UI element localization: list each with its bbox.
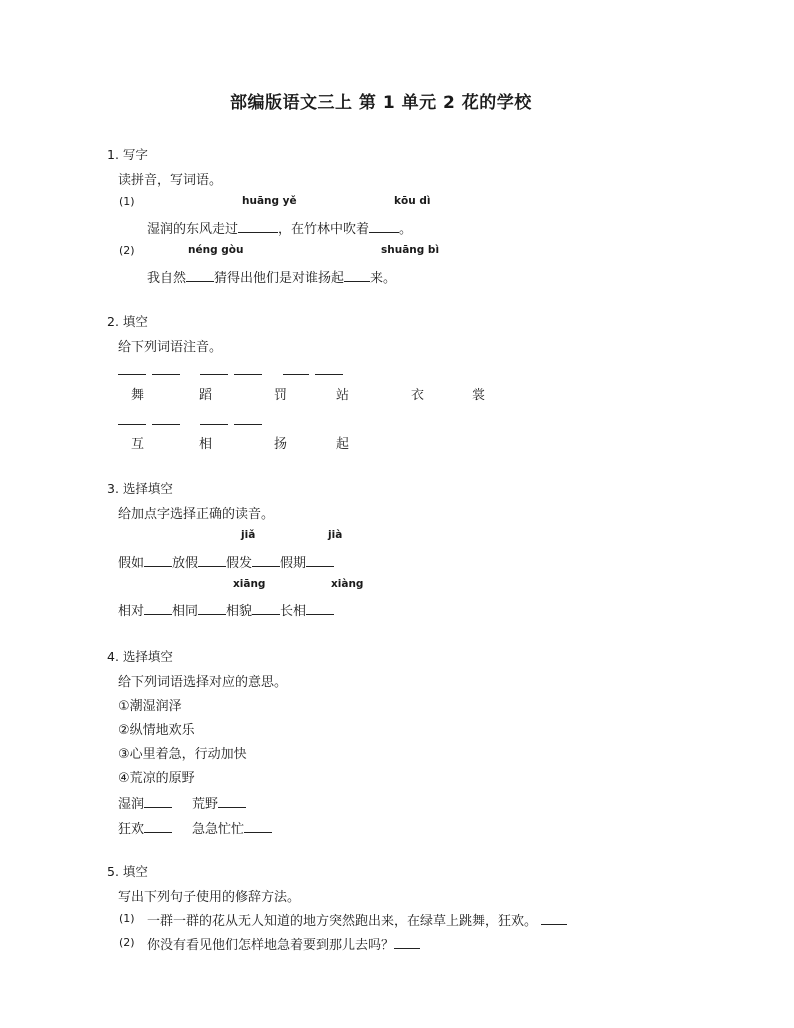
q1-item2-sentence [147,267,396,286]
q2-char: 蹈 [199,388,213,403]
pinyin-blank[interactable] [234,424,262,425]
q5-item2-text: 你没有看见他们怎样地急着要到那儿去吗？ [147,938,395,953]
q3-word: 相对 [118,604,145,619]
answer-blank[interactable] [306,554,334,567]
q5-instruction: 写出下列句子使用的修辞方法。 [118,890,301,905]
q3-word: 相同 [172,604,199,619]
q1-item2-number: (2) [119,244,135,257]
q3-word: 放假 [172,556,199,571]
q1-item2-text-c: 来。 [370,271,397,286]
q5-item1 [147,910,567,929]
q5-item2-number: (2) [119,936,135,949]
q3-word: 长相 [280,604,307,619]
q4-row2b [192,818,272,837]
answer-blank[interactable] [144,795,172,808]
q4-word: 狂欢 [118,822,145,837]
q3-line1 [118,552,334,571]
q1-item2-text-b: 猜得出他们是对谁扬起 [214,271,345,286]
q1-item1-number: (1) [119,195,135,208]
q3-pinyin-option: xiāng [233,578,266,590]
answer-blank[interactable] [394,936,420,949]
pinyin-blank[interactable] [118,374,146,375]
pinyin-blank[interactable] [118,424,146,425]
q1-item1-text-b: ，在竹林中吹着 [278,222,370,237]
answer-blank[interactable] [244,820,272,833]
answer-blank[interactable] [306,602,334,615]
q4-row2 [118,818,172,837]
q1-item2-pinyin-1: néng gòu [188,244,244,256]
q2-header: 2. 填空 [107,314,148,329]
q5-item1-number: (1) [119,912,135,925]
q3-word: 相貌 [226,604,253,619]
answer-blank[interactable] [144,554,172,567]
q1-header: 1. 写字 [107,147,148,162]
q1-item2-pinyin-2: shuāng bì [381,244,440,256]
q1-item1-pinyin-1: huāng yě [242,195,297,207]
answer-blank[interactable] [238,220,278,233]
q2-char: 衣 [411,388,425,403]
q1-item1-text-a: 湿润的东风走过 [147,222,239,237]
q2-char: 相 [199,437,213,452]
q3-pinyin-option: xiàng [331,578,364,590]
q4-row1 [118,793,172,812]
answer-blank[interactable] [252,602,280,615]
q4-instruction: 给下列词语选择对应的意思。 [118,675,288,690]
pinyin-blank[interactable] [200,424,228,425]
q3-header: 3. 选择填空 [107,481,173,496]
pinyin-blank[interactable] [283,374,309,375]
q4-word: 急急忙忙 [192,822,245,837]
answer-blank[interactable] [198,554,226,567]
q4-word: 湿润 [118,797,145,812]
q2-char: 舞 [131,388,145,403]
q3-instruction: 给加点字选择正确的读音。 [118,507,275,522]
pinyin-blank[interactable] [200,374,228,375]
page-title: 部编版语文三上 第 1 单元 2 花的学校 [230,93,532,113]
q3-pinyin-option: jià [328,529,343,541]
pinyin-blank[interactable] [315,374,343,375]
q1-item1-text-c: 。 [399,222,413,237]
q2-char: 裳 [472,388,486,403]
q4-option: ①潮湿润泽 [118,699,182,714]
answer-blank[interactable] [198,602,226,615]
q2-instruction: 给下列词语注音。 [118,340,223,355]
q3-line2 [118,600,334,619]
q1-instruction: 读拼音，写词语。 [118,173,223,188]
q3-pinyin-option: jiǎ [241,529,256,541]
q2-char: 站 [336,388,350,403]
pinyin-blank[interactable] [152,424,180,425]
answer-blank[interactable] [186,269,214,282]
q1-item1-pinyin-2: kōu dì [394,195,431,207]
answer-blank[interactable] [218,795,246,808]
answer-blank[interactable] [144,602,172,615]
q3-word: 假期 [280,556,307,571]
q3-word: 假发 [226,556,253,571]
q2-char: 起 [336,437,350,452]
answer-blank[interactable] [541,912,567,925]
q3-word: 假如 [118,556,145,571]
q4-word: 荒野 [192,797,219,812]
q2-char: 扬 [274,437,288,452]
q5-item2 [147,934,420,953]
q1-item1-sentence [147,218,412,237]
answer-blank[interactable] [252,554,280,567]
q4-row1b [192,793,246,812]
q4-option: ④荒凉的原野 [118,771,195,786]
q4-option: ②纵情地欢乐 [118,723,195,738]
answer-blank[interactable] [144,820,172,833]
q4-option: ③心里着急，行动加快 [118,747,247,762]
q5-header: 5. 填空 [107,864,148,879]
q2-char: 互 [131,437,145,452]
q2-char: 罚 [274,388,288,403]
pinyin-blank[interactable] [152,374,180,375]
q5-item1-text: 一群一群的花从无人知道的地方突然跑出来，在绿草上跳舞，狂欢。 [147,914,538,929]
q1-item2-text-a: 我自然 [147,271,187,286]
pinyin-blank[interactable] [234,374,262,375]
q4-header: 4. 选择填空 [107,649,173,664]
answer-blank[interactable] [369,220,399,233]
answer-blank[interactable] [344,269,370,282]
